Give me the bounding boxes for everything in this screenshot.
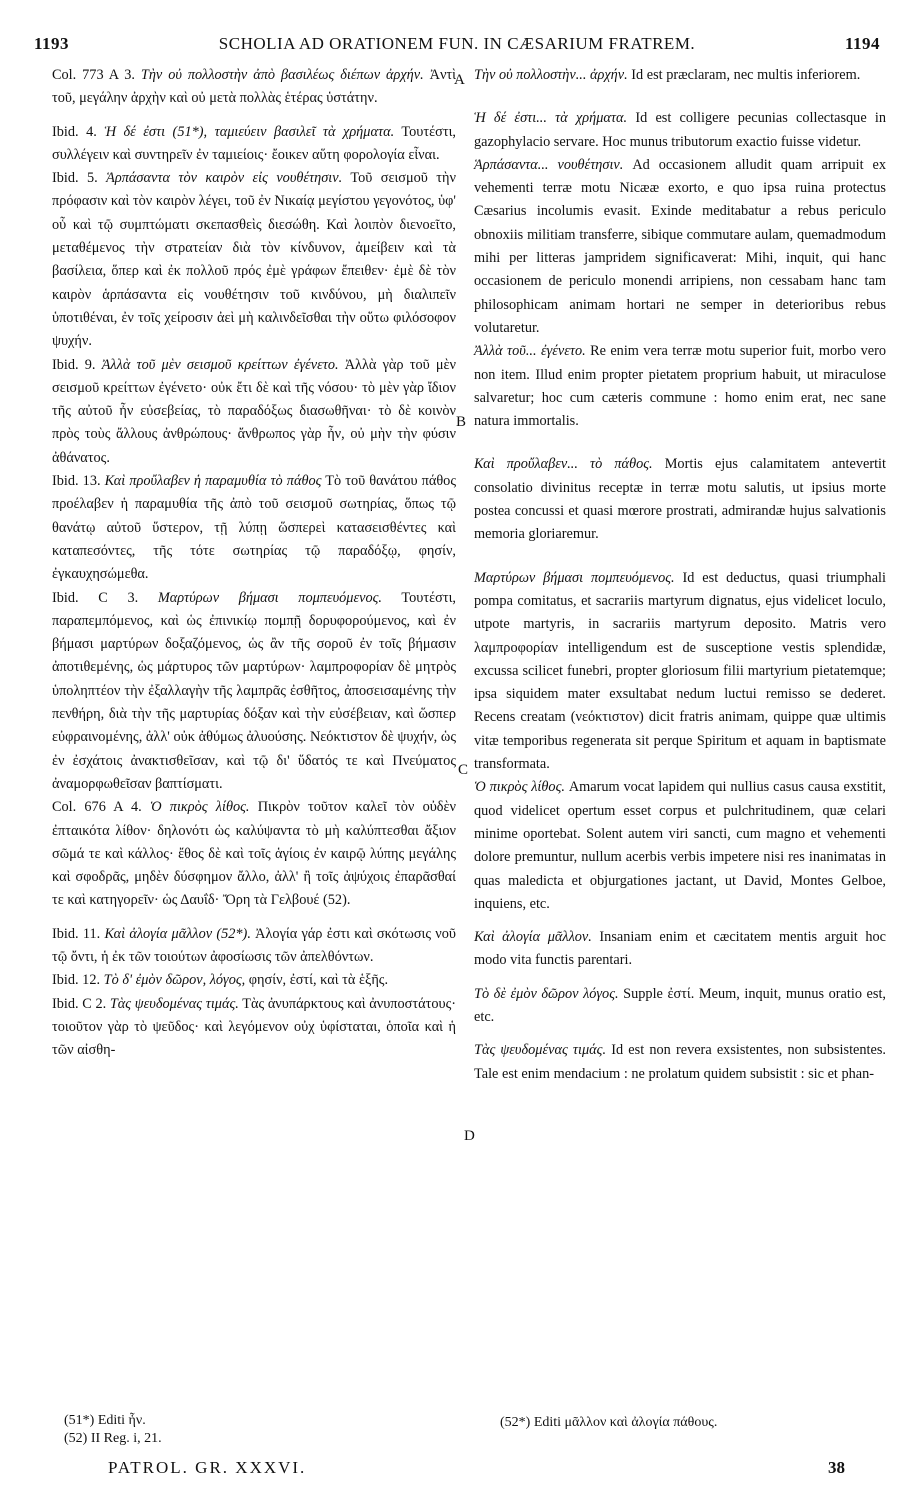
margin-letter-d: D — [464, 1128, 475, 1144]
running-title: SCHOLIA AD ORATIONEM FUN. IN CÆSARIUM FRATREM. — [218, 34, 696, 53]
translation-entry: Μαρτύρων βήμασι πομπευόμενος. Id est deductus, quasi triumphali pompa comitatus, et sacrariis martyrum dignatus, ejus videlicet loculo, utpote martyris, in sacrariis martyrum deposito. Matris vero λαμπροφορίαν intelligendum est de susceptione vestis splendidæ, excussa scilicet funebri, propter gloriosum filii martyrium pietatemque; ipsa siquidem mater exsultabat nedum luctui remisso se dederet. Recens creatam (νεόκτιστον) dicit fratris animam, quippe quæ ultimis vitæ temporibus regenerata sit perque Spiritum et aquam in baptismate transformata. — [474, 569, 886, 773]
greek-column — [52, 64, 456, 1062]
signature-number: 38 — [828, 1458, 845, 1477]
scholion-entry: Ibid. C 2. Τὰς ψευδομένας τιμάς. Τὰς ἀνυπάρκτους καὶ ἀνυποστάτους· τοιοῦτον γὰρ τὸ ψεῦδος· καὶ λεγόμενον οὐχ ὑφίσταται, ὁποῖα καὶ ἡ τῶν αἰσθη- — [52, 995, 456, 1059]
page-number-right: 1194 — [844, 34, 880, 53]
scholion-entry: Col. 676 A 4. Ὁ πικρὸς λίθος. Πικρὸν τοῦτον καλεῖ τὸν οὐδὲν ἐπταικότα λίθον· δηλονότι ὡς καλύψαντα τὸ μὴ καλύπτεσθαι ἄξιον σῶμά τε καὶ κάλλος· ἔθος δὲ καὶ τοῖς ἁγίοις ἐν καιρῷ λύπης μεγάλης καὶ σφοδρᾶς, μηδὲν δύσφημον ἄλλο, ἀλλ' ἢ τοῖς ἀψύχοις ἐπαρᾶσθαί τε καὶ κατηγορεῖν· ὡς Δαυΐδ· Ὄρη τὰ Γελβουέ (52). — [52, 799, 457, 909]
margin-letter-a: A — [454, 72, 465, 88]
scholion-entry: Ibid. C 3. Μαρτύρων βήμασι πομπευόμενος. Τουτέστι, παραπεμπόμενος, καὶ ὡς ἐπινικίῳ πομπῇ δορυφορούμενος, καὶ ἐν βήμασι μαρτύρων δοξαζόμενος, ὡς ἂν τῆς σοροῦ ἐν τοῖς βήμασιν ἀποτιθεμένης, ὡς μάρτυρος τῶν μαρτύρων· λαμπροφορίαν δὲ μητρὸς ὑποληπτέον τὴν ἐξαλλαγὴν τῆς λαμπρᾶς ἐσθῆτος, ἀποσεισαμένης τὴν πενθήρη, διὰ τὴν τῆς μαρτυρίας δόξαν καὶ τὴν εὐσέβειαν, καὶ ὥσπερ εὐφραινομένης, ἀλλ' οὐκ ἀθύμως ἀλυούσης. Νεόκτιστον δὲ ψυχήν, ὡς ἐν ἐσχάτοις ἀνακτισθεῖσαν, καὶ τῷ δι' ὕδατός τε καὶ Πνεύματος ἀναμορφωθεῖσαν βαπτίσματι. — [52, 589, 456, 792]
scholion-entry: Col. 773 A 3. Τὴν οὐ πολλοστὴν ἀπὸ βασιλέως διέπων ἀρχήν. Ἀντὶ τοῦ, μεγάλην ἀρχὴν καὶ οὐ μετὰ πολλὰς ἑτέρας ὑστάτην. — [52, 67, 457, 107]
page-number-left: 1193 — [34, 34, 70, 53]
footnotes-right — [500, 1414, 880, 1432]
translation-entry: Τὴν οὐ πολλοστὴν... ἀρχήν. Id est præclaram, nec multis inferiorem. — [474, 67, 861, 83]
scholion-entry: Ibid. 5. Ἁρπάσαντα τὸν καιρὸν εἰς νουθέτησιν. Τοῦ σεισμοῦ τὴν πρόφασιν καὶ τὸν καιρὸν λέγει, τοῦ ἐν Νικαίᾳ μεγίστου γεγονότος, ὑφ' οὗ καὶ τῷ συμπτώματι σκεπασθεὶς διεσώθη. Καὶ λοιπὸν διενοεῖτο, μεταθέμενος τὴν στρατείαν διὰ τὸν κίνδυνον, ἀμείβειν καὶ τὰ βασίλεια, ὅπερ καὶ ἐκ πολλοῦ πρός ἐμὲ γράφων ἔπειθεν· ἐμὲ δὲ τὸν καιρὸν ἁρπάσαντα εἰς νουθέτησιν τοῦ κινδύνου, μὴ διαλιπεῖν ὑποτιθέναι, ἐν τοῖς χείροσιν ἀεὶ μὴ καλινδεῖσθαι τὴν οὕτω φιλόσοφον ψυχήν. — [52, 170, 456, 350]
scholion-entry: Ibid. 9. Ἀλλὰ τοῦ μὲν σεισμοῦ κρείττων ἐγένετο. Ἀλλὰ γὰρ τοῦ μὲν σεισμοῦ κρείττων ἐγένετο· οὐκ ἔτι δὲ καὶ τῆς νόσου· τὸ μὲν γὰρ ἴδιον τῆς αὐτοῦ ἦν εὐσεβείας, τὸ παραδόξως διασωθῆναι· τὸ δὲ κοινὸν πρὸς τοὺς ἄλλους ἀνθρώπους· ἄνθρωπος γὰρ ἦν, οὐ μὴν τὴν φύσιν ἀθάνατος. — [52, 356, 457, 466]
translation-entry: Τὸ δὲ ἐμὸν δῶρον λόγος. Supple ἐστί. Meum, inquit, munus oratio est, etc. — [474, 985, 886, 1025]
scholion-entry: Ibid. 4. Ἡ δέ ἐστι (51*), ταμιεύειν βασιλεῖ τὰ χρήματα. Τουτέστι, συλλέγειν καὶ συντηρεῖν ἐν ταμιείοις· ἔοικεν αὕτη φορολογία εἶναι. — [52, 123, 456, 163]
printer-signature: PATROL. GR. XXXVI. — [108, 1458, 307, 1477]
margin-letter-c: C — [458, 762, 469, 778]
page-header — [34, 34, 880, 62]
scholion-entry: Ibid. 11. Καὶ ἀλογία μᾶλλον (52*). Ἀλογία γάρ ἐστι καὶ σκότωσις νοῦ τῷ ὄντι, ἡ ἐκ τῶν τοιούτων ἀφοσίωσις τῶν ἀπελθόντων. — [52, 925, 456, 965]
scholion-entry: Ibid. 13. Καὶ προὔλαβεν ἡ παραμυθία τὸ πάθος Τὸ τοῦ θανάτου πάθος προέλαβεν ἡ παραμυθία τῆς ἀπὸ τοῦ σεισμοῦ σωτηρίας, ὅπως τῷ θανάτῳ αὐτοῦ ὕστερον, τῇ λύπῃ ὥσπερεὶ κατασεισθέντες καὶ καταπεσόντες, τῆς τότε σωτηρίας τῷ παραδόξῳ, φησίν, ἐγκαυχησώμεθα. — [52, 473, 456, 583]
scholion-entry: Ibid. 12. Τὸ δ' ἐμὸν δῶρον, λόγος, φησίν, ἐστί, καὶ τὰ ἑξῆς. — [52, 972, 389, 989]
translation-entry: Τὰς ψευδομένας τιμάς. Id est non revera exsistentes, non subsistentes. Tale est enim mendacium : ne prolatum quidem subsistit : sic et phan- — [474, 1042, 886, 1082]
translation-entry: Ὁ πικρὸς λίθος. Amarum vocat lapidem qui nullius casus causa exstitit, quod videlicet opertum esset corpus et pulchritudinem, quæ celari minime oportebat. Solent autem viri sancti, cum magno et vehementi dolore premuntur, nullum acerbis verbis impetere nisi res inanimatas in quas maledicta et objurgationes jactant, ut David, Montes Gelboe, inquiens, etc. — [474, 779, 887, 912]
footnote: (52) II Reg. i, 21. — [64, 1431, 162, 1446]
translation-entry: Ἀλλὰ τοῦ... ἐγένετο. Re enim vera terræ motu superior fuit, morbo vero non item. Illud enim propter pietatem proprium habuit, ut miraculose salvaretur; hoc cum cæteris commune : homo enim erat, nec sane natura immortalis. — [474, 343, 886, 430]
margin-letter-b: B — [456, 414, 467, 430]
translation-entry: Ἡ δέ ἐστι... τὰ χρήματα. Id est colligere pecunias collectasque in gazophylacio servare. Hoc munus tributorum exactio fuisse videtur. — [474, 110, 886, 150]
translation-entry: Ἁρπάσαντα... νουθέτησιν. Ad occasionem alludit quam arripuit ex vehementi terræ motu Nicææ exorto, e quo ipsa ruina protectus Cæsarius incolumis evasit. Exinde meditabatur a rebus periculo obnoxiis militiam transferre, sibique commutare aulam, quemadmodum mihi per litteras jampridem significaverat: Mihi, inquit, qui hanc occasionem de periculo monendi arripiens, non cessabam hanc tam philosophicam animam hortari ne semper in deterioribus rebus volutaretur. — [474, 156, 887, 336]
translation-entry: Καὶ ἀλογία μᾶλλον. Insaniam enim et cæcitatem mentis arguit hoc modo vita functis parentari. — [474, 929, 886, 969]
footnote: (51*) Editi ἦν. — [64, 1413, 146, 1428]
latin-column — [474, 64, 886, 1086]
footnotes-left — [64, 1412, 444, 1448]
translation-entry: Καὶ προὔλαβεν... τὸ πάθος. Mortis ejus calamitatem antevertit consolatio divinitus receptæ in terræ motu salutis, ut ipsius morte postea concussi et quasi mœrore prostrati, admirandæ hujus salvationis memoria gloriaremur. — [474, 456, 886, 543]
footnote: (52*) Editi μᾶλλον καὶ ἀλογία πάθους. — [500, 1415, 718, 1430]
